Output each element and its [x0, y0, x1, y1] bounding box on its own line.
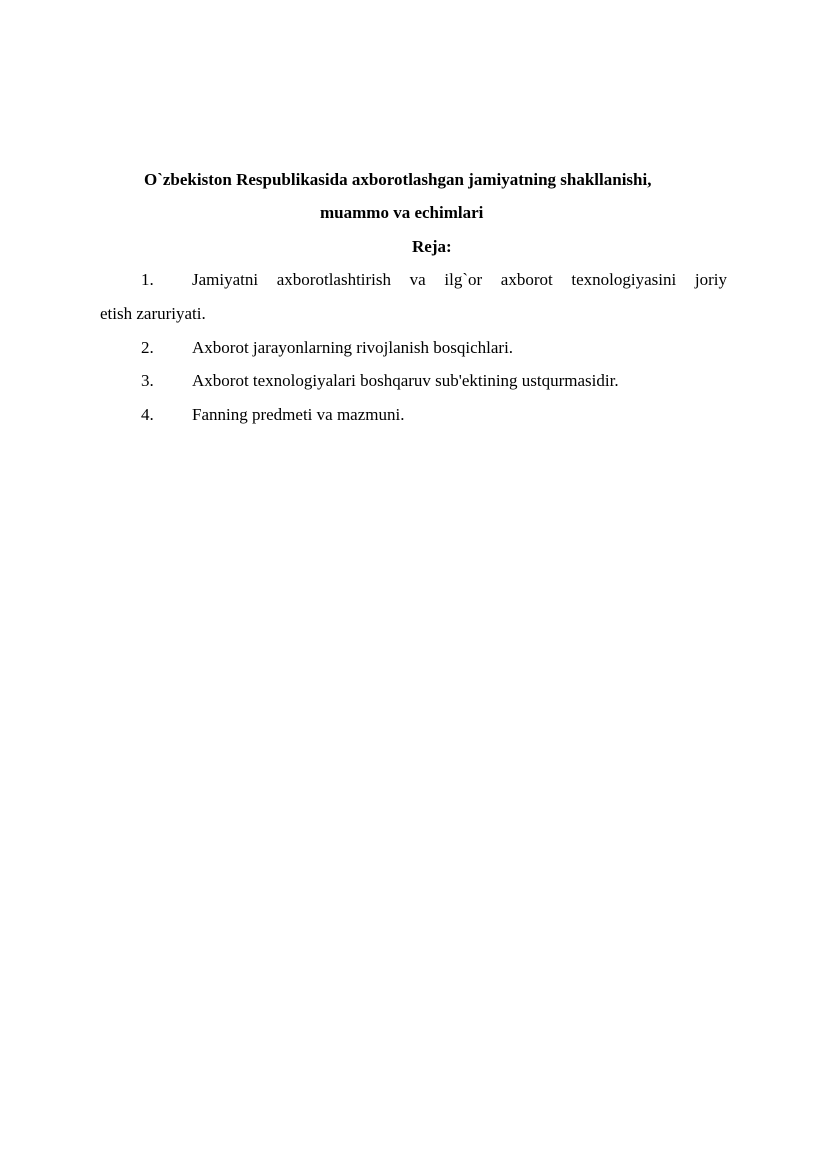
list-item-number: 4.: [141, 405, 154, 424]
plan-heading: Reja:: [412, 237, 452, 256]
list-item-3: [100, 364, 727, 398]
list-item-2: [100, 331, 727, 365]
document-title-line-2: muammo va echimlari: [320, 203, 484, 222]
list-item-number: 3.: [141, 371, 154, 390]
list-item-text: Fanning predmeti va mazmuni.: [192, 405, 405, 424]
list-item-text: Axborot jarayonlarning rivojlanish bosqichlari.: [192, 338, 514, 357]
list-item-text: Axborot texnologiyalari boshqaruv sub'ektining ustqurmasidir.: [192, 371, 619, 390]
list-item-4: [100, 398, 727, 432]
list-item-text: Jamiyatni axborotlashtirish va ilg`or axborot texnologiyasini joriy: [192, 270, 727, 289]
list-item-1: [100, 263, 727, 331]
list-item-number: 1.: [141, 270, 154, 289]
list-item-continuation: etish zaruriyati.: [100, 304, 206, 323]
list-item-number: 2.: [141, 338, 154, 357]
document-title-line-1: O`zbekiston Respublikasida axborotlashgan jamiyatning shakllanishi,: [144, 170, 652, 189]
